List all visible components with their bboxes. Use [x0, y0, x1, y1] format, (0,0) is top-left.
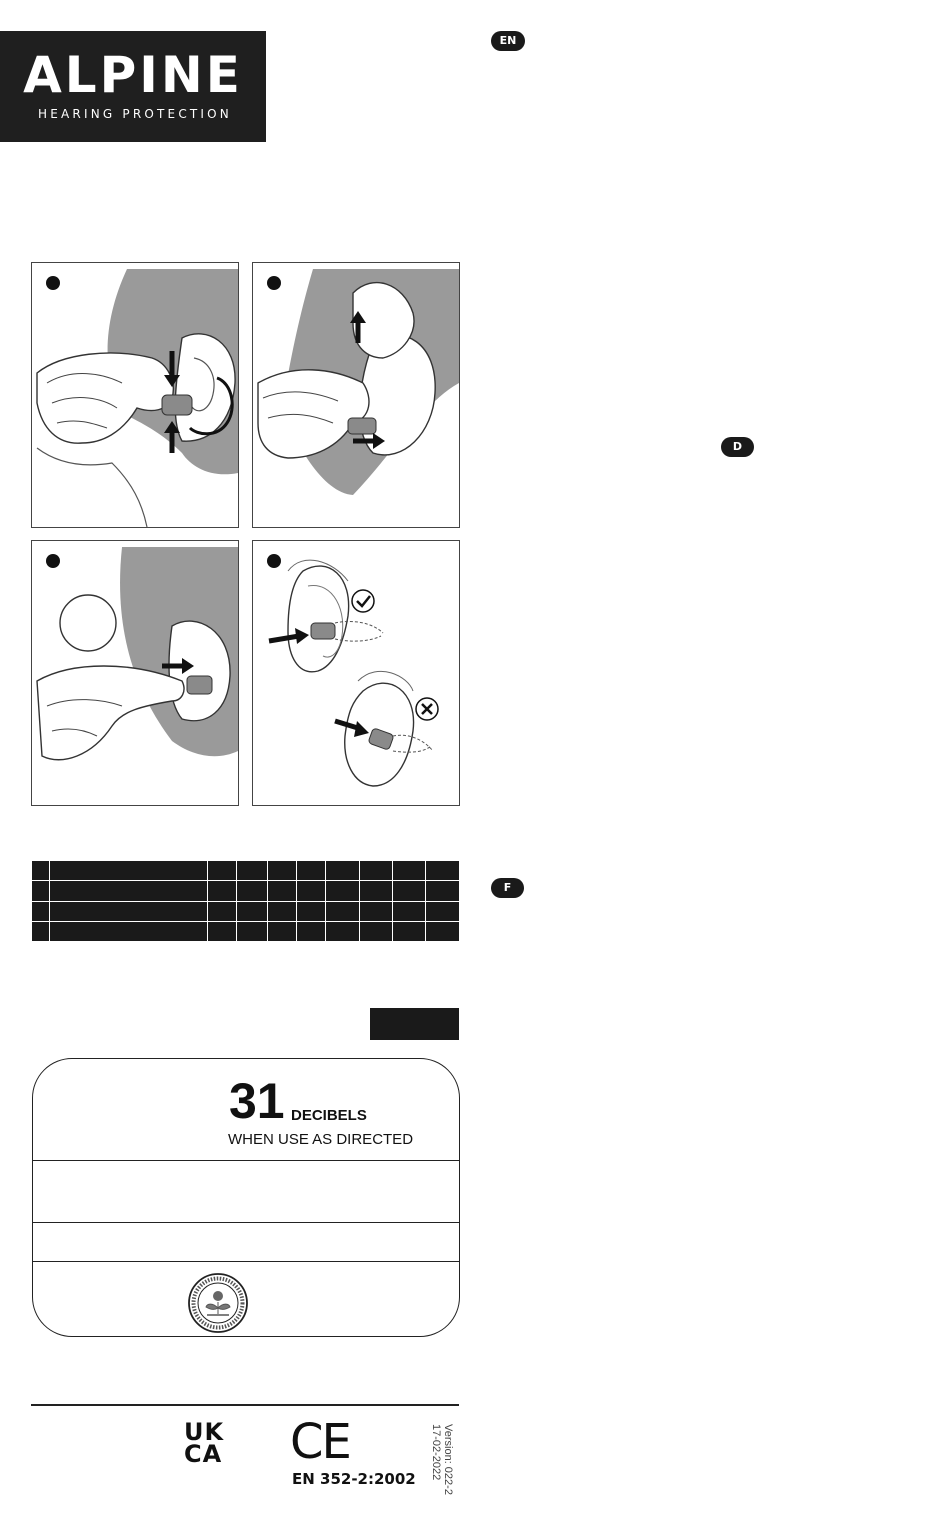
black-label-block: [370, 1008, 459, 1040]
table-row: [32, 861, 460, 881]
step-marker-icon: [267, 276, 281, 290]
rating-unit: DECIBELS: [291, 1107, 367, 1124]
ukca-mark-line2: CA: [184, 1440, 223, 1468]
ukca-mark: [184, 1418, 225, 1468]
version-info: [420, 1424, 454, 1495]
check-circle-icon: [352, 590, 374, 612]
epa-seal-icon: [187, 1272, 249, 1334]
table-row: [32, 881, 460, 901]
table-row: [32, 921, 460, 941]
attenuation-table: [31, 860, 460, 942]
divider: [33, 1160, 459, 1161]
standard-code: EN 352-2:2002: [292, 1470, 416, 1488]
ear-correct-illustration: [288, 566, 349, 672]
divider: [33, 1222, 459, 1223]
footer-divider: [31, 1404, 459, 1406]
logo-tagline: HEARING PROTECTION: [38, 107, 232, 121]
instruction-panel-2: [252, 262, 460, 528]
rating-value: 31: [229, 1073, 285, 1129]
logo-brand: ALPINE: [23, 46, 243, 104]
language-badge-en: EN: [491, 31, 525, 51]
language-badge-fr: F: [491, 878, 524, 898]
noise-reduction-rating-box: [32, 1058, 460, 1337]
divider: [33, 1261, 459, 1262]
language-badge-de: D: [721, 437, 754, 457]
instruction-panel-1: [31, 262, 239, 528]
table-row: [32, 901, 460, 921]
instruction-panel-4: [252, 540, 460, 806]
version-number: Version: 022-2: [442, 1424, 454, 1495]
instruction-panel-3: [31, 540, 239, 806]
step-marker-icon: [267, 554, 281, 568]
ball-illustration: [60, 595, 116, 651]
step-marker-icon: [46, 554, 60, 568]
ce-mark: CE: [290, 1414, 350, 1470]
version-date: 17-02-2022: [430, 1424, 442, 1481]
step-marker-icon: [46, 276, 60, 290]
rating-note: WHEN USE AS DIRECTED: [228, 1131, 414, 1148]
alpine-logo: [0, 31, 266, 142]
ukca-mark-line1: UK: [184, 1418, 225, 1446]
